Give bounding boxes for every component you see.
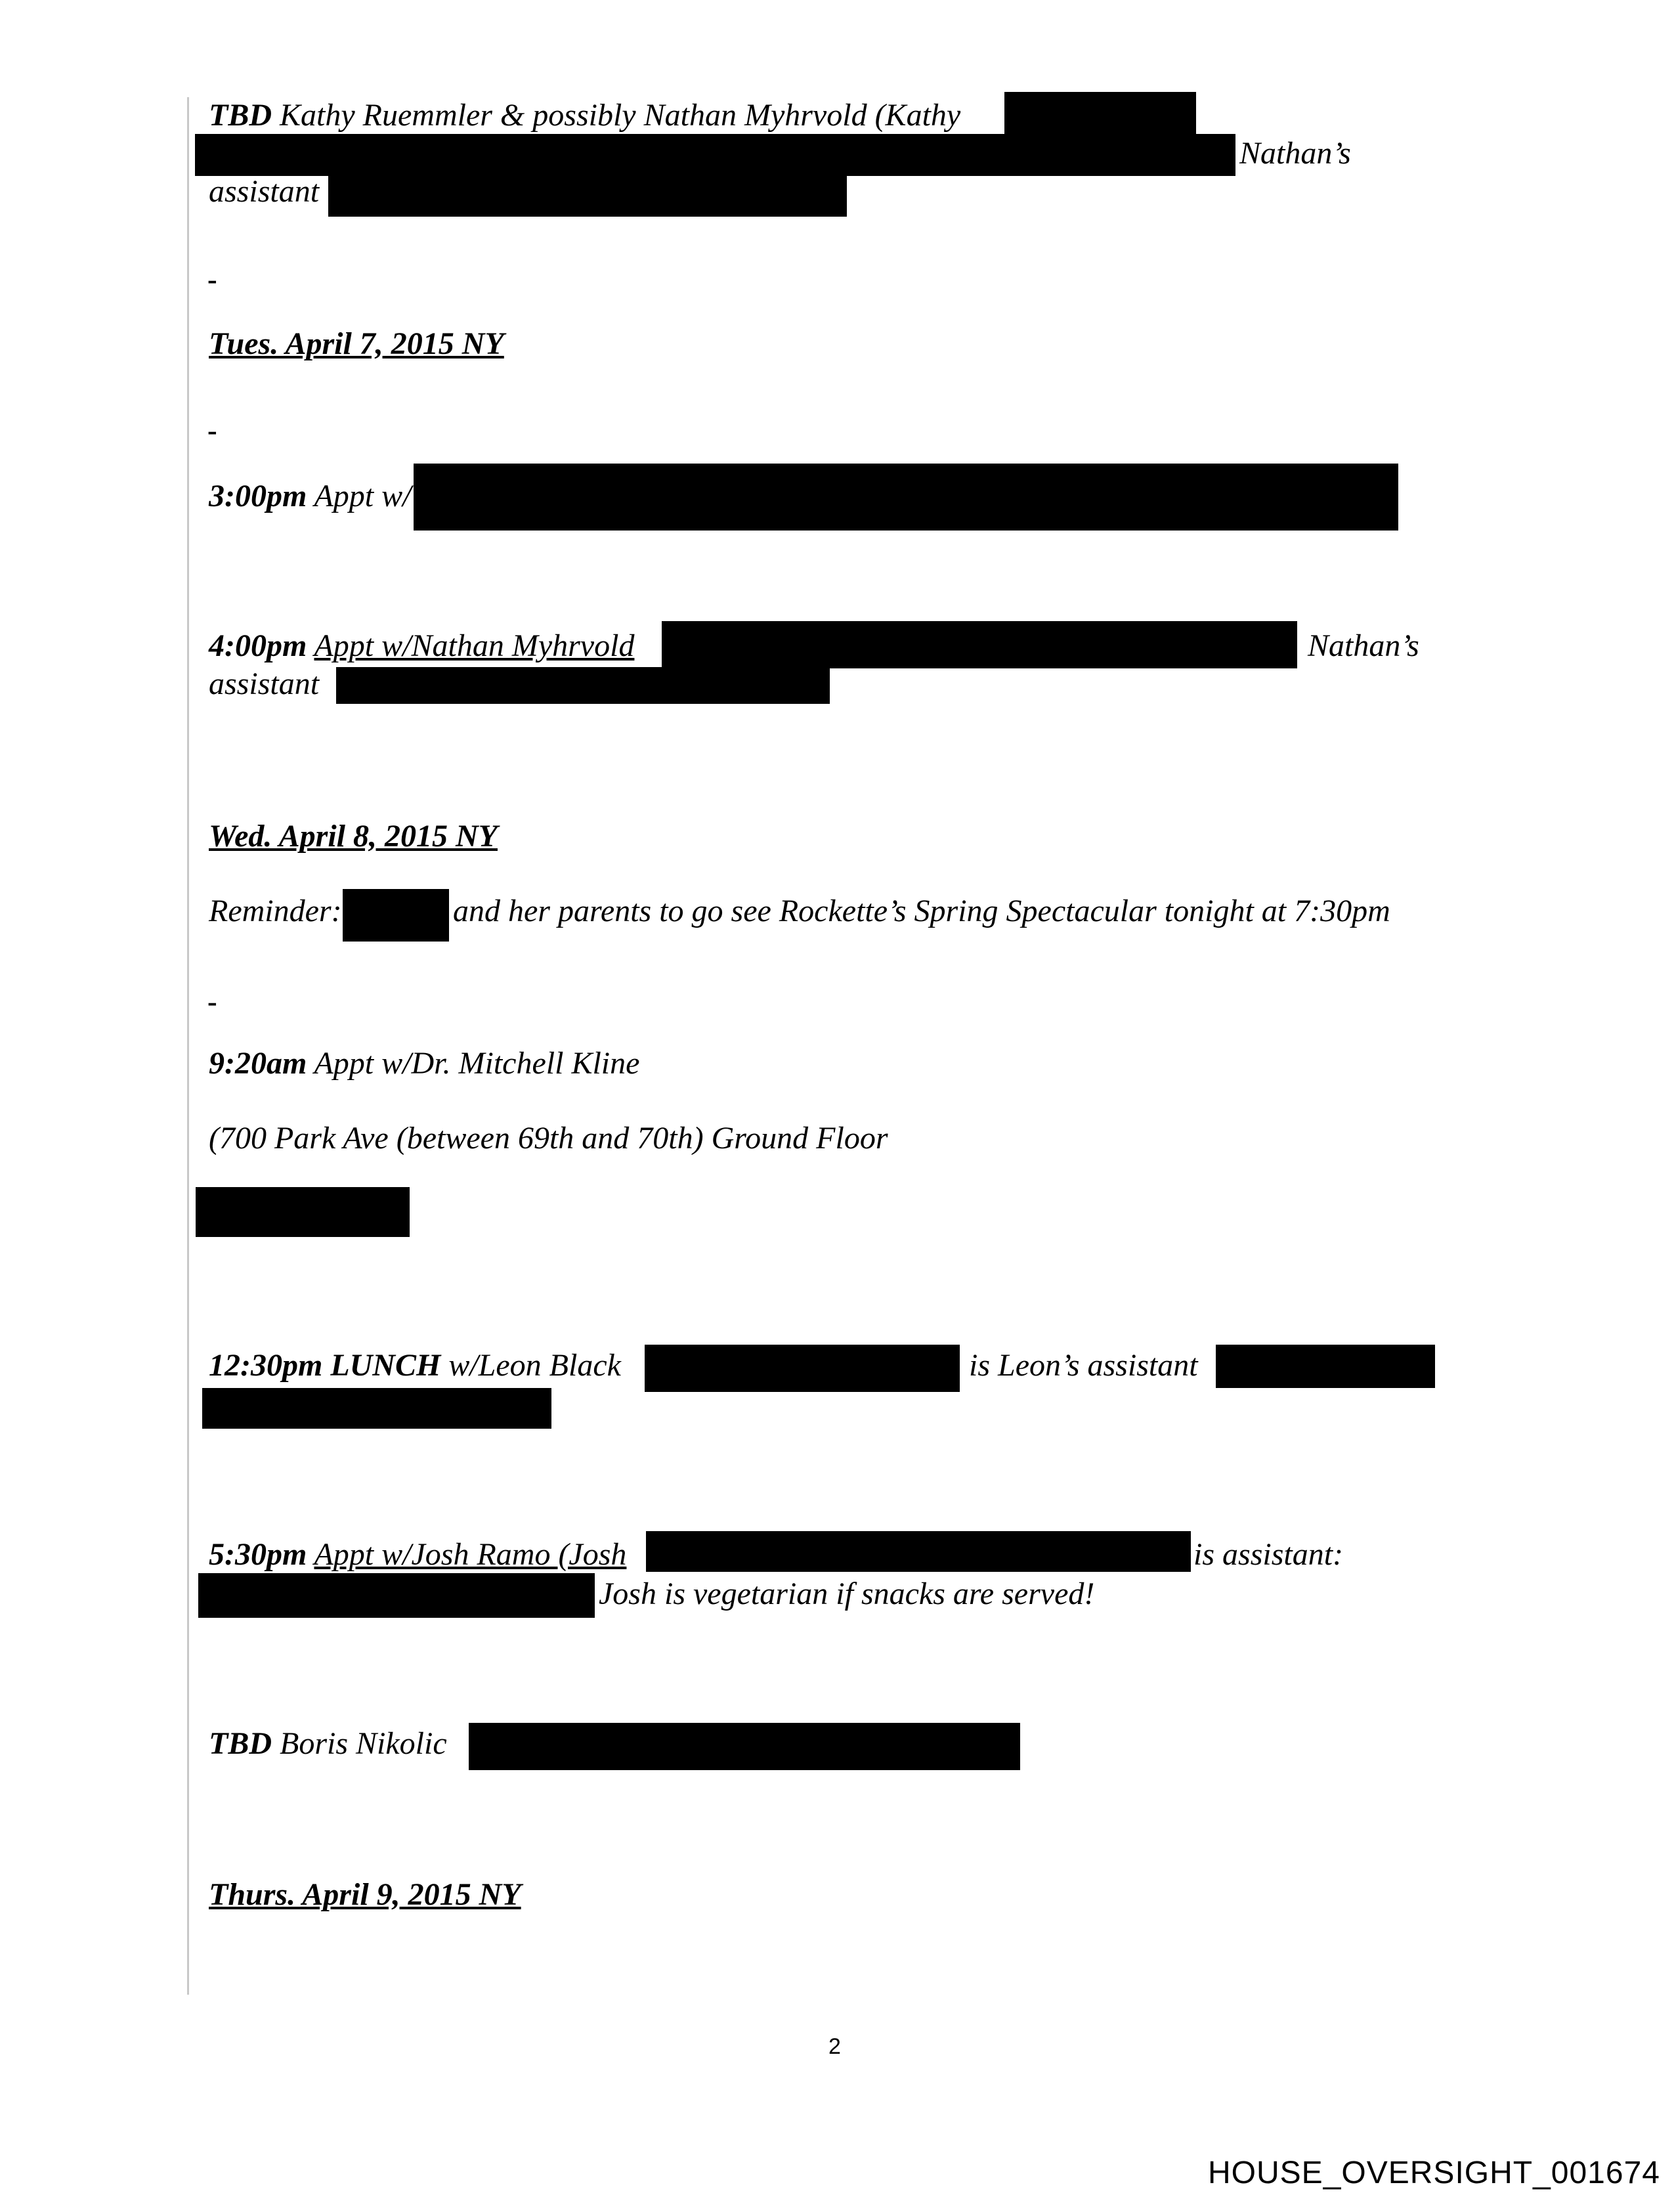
tbd-boris-text: Boris Nikolic (280, 1726, 447, 1761)
redaction (1216, 1345, 1435, 1388)
margin-rule (187, 97, 189, 1995)
redaction (195, 134, 1235, 176)
lunch-text: w/Leon Black (448, 1348, 621, 1383)
redaction (646, 1531, 1191, 1572)
dash-separator: - (207, 986, 217, 1018)
redaction (198, 1573, 595, 1618)
appt-text: Appt w/Josh Ramo (Josh (314, 1537, 627, 1572)
redaction (645, 1345, 960, 1392)
redaction (328, 175, 847, 217)
tbd-kathy-text: Kathy Ruemmler & possibly Nathan Myhrvold (Kathy (280, 98, 961, 133)
appt-text: Appt w/Nathan Myhrvold (314, 628, 635, 663)
redaction (414, 464, 1398, 531)
time-label: 9:20am (209, 1046, 307, 1081)
bates-number: HOUSE_OVERSIGHT_001674 (1208, 2156, 1660, 2190)
assistant-label: assistant (209, 666, 320, 701)
redaction (196, 1187, 410, 1237)
tbd-boris-line (209, 1724, 447, 1764)
assistant-label: assistant (209, 174, 320, 209)
redaction (336, 667, 830, 704)
appt-300-line (209, 477, 411, 516)
nathans-label: Nathan’s (1239, 136, 1351, 171)
assistant-label: is assistant: (1193, 1537, 1344, 1572)
tbd-label: TBD (209, 1726, 272, 1761)
time-label: 4:00pm (209, 628, 307, 663)
reminder-text: and her parents to go see Rockette’s Spring Spectacular tonight at 7:30pm (453, 894, 1390, 928)
redaction (662, 621, 1297, 668)
date-heading-thurs: Thurs. April 9, 2015 NY (209, 1877, 521, 1912)
date-heading-wed: Wed. April 8, 2015 NY (209, 819, 498, 854)
appt-note: Josh is vegetarian if snacks are served! (599, 1576, 1095, 1611)
time-label: 3:00pm (209, 479, 307, 513)
redaction (343, 889, 449, 942)
nathans-label: Nathan’s (1308, 628, 1419, 663)
time-label: 12:30pm LUNCH (209, 1348, 441, 1383)
redaction (469, 1723, 1020, 1770)
address-line: (700 Park Ave (between 69th and 70th) Ground Floor (209, 1121, 888, 1156)
date-heading-tues: Tues. April 7, 2015 NY (209, 326, 504, 361)
appt-text: Appt w/Dr. Mitchell Kline (314, 1046, 640, 1081)
redaction (1004, 92, 1196, 137)
assistant-label: is Leon’s assistant (969, 1348, 1198, 1383)
tbd-kathy-line-1 (209, 96, 960, 135)
reminder-lead: Reminder: (209, 894, 342, 928)
lunch-line (209, 1346, 621, 1385)
time-label: 5:30pm (209, 1537, 307, 1572)
page-number: 2 (828, 2034, 841, 2059)
appt-400-line (209, 626, 634, 666)
appt-text: Appt w/ (314, 479, 412, 513)
tbd-label: TBD (209, 98, 272, 133)
redaction (202, 1388, 551, 1429)
dash-separator: - (207, 414, 217, 446)
dash-separator: - (207, 263, 217, 295)
appt-530-line (209, 1535, 626, 1574)
appt-920-line (209, 1044, 639, 1083)
